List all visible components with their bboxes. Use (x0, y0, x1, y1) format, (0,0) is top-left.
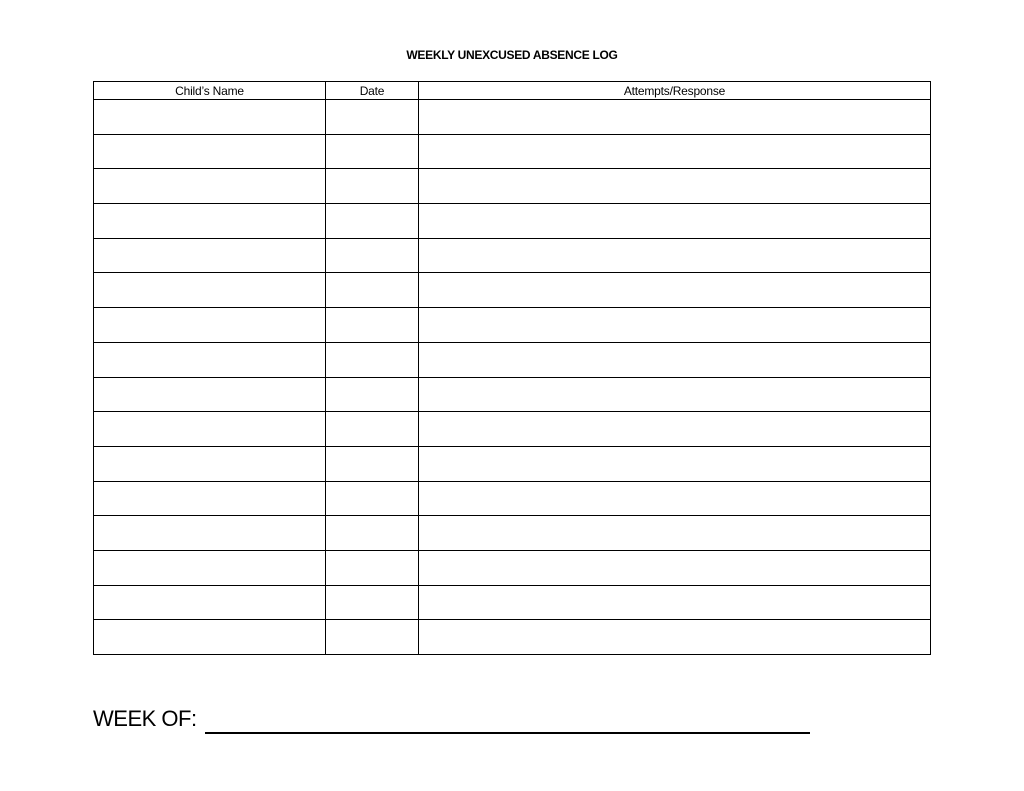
table-row (94, 620, 931, 655)
attempts-response-cell[interactable] (419, 273, 931, 308)
table-row (94, 238, 931, 273)
date-cell[interactable] (326, 412, 419, 447)
childs-name-cell[interactable] (94, 446, 326, 481)
table-row (94, 550, 931, 585)
table-row (94, 342, 931, 377)
table-row (94, 446, 931, 481)
date-cell[interactable] (326, 516, 419, 551)
childs-name-cell[interactable] (94, 412, 326, 447)
table-row (94, 585, 931, 620)
attempts-response-cell[interactable] (419, 446, 931, 481)
date-cell[interactable] (326, 169, 419, 204)
date-cell[interactable] (326, 446, 419, 481)
childs-name-cell[interactable] (94, 481, 326, 516)
table-row (94, 100, 931, 135)
date-cell[interactable] (326, 550, 419, 585)
column-header-attempts-response: Attempts/Response (419, 82, 931, 100)
date-cell[interactable] (326, 238, 419, 273)
table-row (94, 516, 931, 551)
childs-name-cell[interactable] (94, 169, 326, 204)
childs-name-cell[interactable] (94, 342, 326, 377)
attempts-response-cell[interactable] (419, 481, 931, 516)
column-header-date: Date (326, 82, 419, 100)
absence-log-table (93, 81, 931, 655)
date-cell[interactable] (326, 585, 419, 620)
attempts-response-cell[interactable] (419, 169, 931, 204)
attempts-response-cell[interactable] (419, 585, 931, 620)
week-of-field (93, 704, 810, 734)
attempts-response-cell[interactable] (419, 134, 931, 169)
column-header-childs-name: Child’s Name (94, 82, 326, 100)
attempts-response-cell[interactable] (419, 620, 931, 655)
date-cell[interactable] (326, 308, 419, 343)
childs-name-cell[interactable] (94, 585, 326, 620)
week-of-label: WEEK OF: (93, 706, 197, 731)
date-cell[interactable] (326, 620, 419, 655)
childs-name-cell[interactable] (94, 238, 326, 273)
week-of-blank-line[interactable] (205, 708, 810, 734)
table-row (94, 377, 931, 412)
page-title: WEEKLY UNEXCUSED ABSENCE LOG (406, 48, 618, 62)
childs-name-cell[interactable] (94, 204, 326, 239)
date-cell[interactable] (326, 204, 419, 239)
attempts-response-cell[interactable] (419, 377, 931, 412)
attempts-response-cell[interactable] (419, 238, 931, 273)
attempts-response-cell[interactable] (419, 516, 931, 551)
table-row (94, 204, 931, 239)
date-cell[interactable] (326, 377, 419, 412)
table-row (94, 308, 931, 343)
attempts-response-cell[interactable] (419, 100, 931, 135)
attempts-response-cell[interactable] (419, 342, 931, 377)
childs-name-cell[interactable] (94, 134, 326, 169)
childs-name-cell[interactable] (94, 308, 326, 343)
attempts-response-cell[interactable] (419, 308, 931, 343)
childs-name-cell[interactable] (94, 273, 326, 308)
table-row (94, 481, 931, 516)
childs-name-cell[interactable] (94, 550, 326, 585)
date-cell[interactable] (326, 273, 419, 308)
table-row (94, 134, 931, 169)
table-row (94, 169, 931, 204)
attempts-response-cell[interactable] (419, 204, 931, 239)
table-row (94, 412, 931, 447)
childs-name-cell[interactable] (94, 377, 326, 412)
childs-name-cell[interactable] (94, 516, 326, 551)
attempts-response-cell[interactable] (419, 412, 931, 447)
table-row (94, 273, 931, 308)
date-cell[interactable] (326, 100, 419, 135)
table-header-row (94, 82, 931, 100)
attempts-response-cell[interactable] (419, 550, 931, 585)
childs-name-cell[interactable] (94, 620, 326, 655)
date-cell[interactable] (326, 481, 419, 516)
childs-name-cell[interactable] (94, 100, 326, 135)
date-cell[interactable] (326, 134, 419, 169)
date-cell[interactable] (326, 342, 419, 377)
